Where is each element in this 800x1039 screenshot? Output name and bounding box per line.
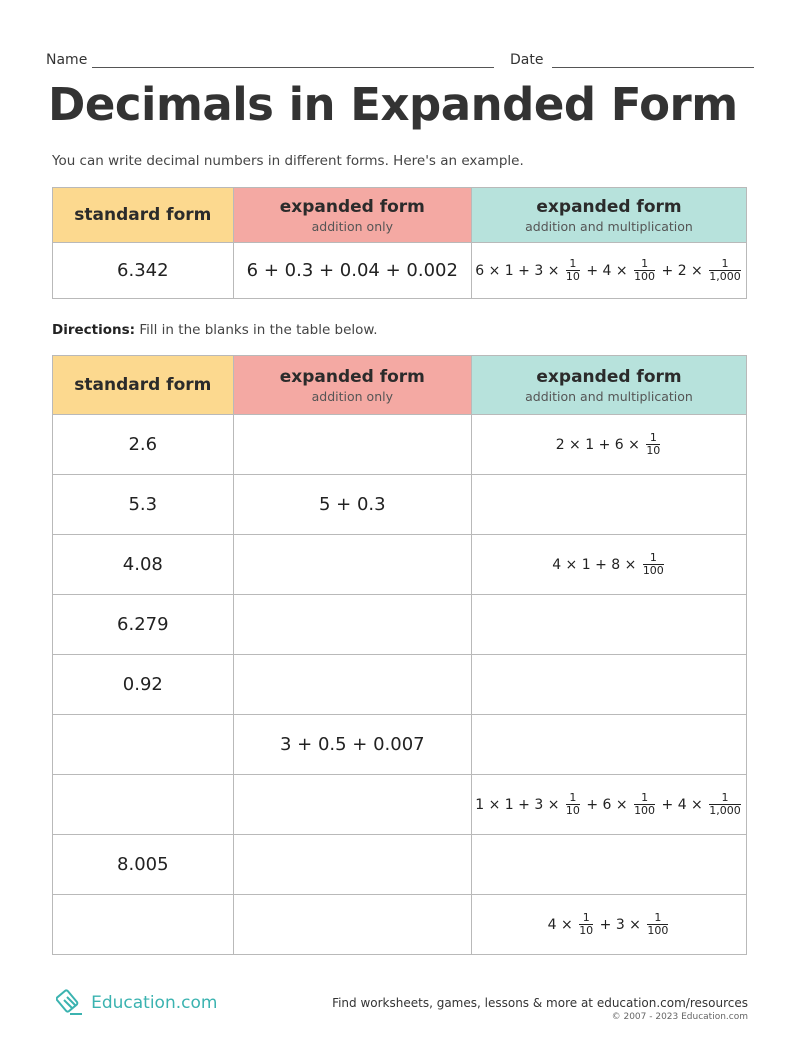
example-standard: 6.342 xyxy=(53,243,234,299)
table-row xyxy=(53,415,747,475)
addition-cell: 3 + 0.5 + 0.007 xyxy=(233,715,471,775)
example-multiplication xyxy=(472,243,747,299)
addition-cell[interactable] xyxy=(233,835,471,895)
multiplication-cell[interactable] xyxy=(472,475,747,535)
fraction: $\frac{1}{100}$ xyxy=(634,791,656,817)
date-field[interactable] xyxy=(552,67,754,68)
education-logo: Education.com xyxy=(56,988,217,1018)
multiplication-cell xyxy=(472,775,747,835)
fraction: $\frac{1}{10}$ xyxy=(646,431,661,457)
table-row xyxy=(53,475,747,535)
multiplication-cell[interactable] xyxy=(472,655,747,715)
multiplication-cell xyxy=(472,895,747,955)
table-row xyxy=(53,655,747,715)
table-row xyxy=(53,595,747,655)
page-title: Decimals in Expanded Form xyxy=(48,78,738,131)
multiplication-cell[interactable] xyxy=(472,715,747,775)
example-addition: 6 + 0.3 + 0.04 + 0.002 xyxy=(233,243,471,299)
addition-cell: 5 + 0.3 xyxy=(233,475,471,535)
col-expanded-multiplication: expanded form addition and multiplication xyxy=(472,188,747,243)
table-row xyxy=(53,715,747,775)
expr-text: 1 × 1 + 3 × xyxy=(475,796,564,813)
addition-cell[interactable] xyxy=(233,415,471,475)
practice-table xyxy=(52,355,747,955)
multiplication-cell[interactable] xyxy=(472,595,747,655)
intro-text: You can write decimal numbers in different forms. Here's an example. xyxy=(52,153,524,169)
fraction: $\frac{1}{10}$ xyxy=(565,257,580,283)
date-label: Date xyxy=(510,52,544,68)
expr-text: + 4 × xyxy=(581,262,633,279)
multiplication-cell xyxy=(472,535,747,595)
fraction: $\frac{1}{100}$ xyxy=(642,551,664,577)
copyright: © 2007 - 2023 Education.com xyxy=(611,1012,748,1022)
addition-cell[interactable] xyxy=(233,655,471,715)
col-standard-form: standard form xyxy=(53,356,234,415)
expr-text: + 2 × xyxy=(657,262,708,279)
logo-icon xyxy=(56,988,86,1018)
col-standard-form: standard form xyxy=(53,188,234,243)
addition-cell[interactable] xyxy=(233,535,471,595)
expr-text: 4 × 1 + 8 × xyxy=(552,556,641,573)
name-field[interactable] xyxy=(92,67,494,68)
fraction: $\frac{1}{1,000}$ xyxy=(709,257,741,283)
fraction: $\frac{1}{10}$ xyxy=(565,791,580,817)
standard-cell[interactable] xyxy=(53,895,234,955)
footer-text xyxy=(332,996,748,1022)
standard-cell: 8.005 xyxy=(53,835,234,895)
expr-text: + 4 × xyxy=(657,796,708,813)
multiplication-cell xyxy=(472,415,747,475)
col-expanded-multiplication: expanded form addition and multiplication xyxy=(472,356,747,415)
col-expanded-addition: expanded form addition only xyxy=(233,356,471,415)
expr-text: 2 × 1 + 6 × xyxy=(555,436,645,453)
standard-cell[interactable] xyxy=(53,715,234,775)
addition-cell[interactable] xyxy=(233,775,471,835)
expr-text: + 6 × xyxy=(581,796,633,813)
standard-cell: 4.08 xyxy=(53,535,234,595)
addition-cell[interactable] xyxy=(233,595,471,655)
fraction: $\frac{1}{10}$ xyxy=(579,911,594,937)
expr-text: 6 × 1 + 3 × xyxy=(475,262,564,279)
standard-cell: 0.92 xyxy=(53,655,234,715)
fraction: $\frac{1}{100}$ xyxy=(634,257,656,283)
multiplication-cell[interactable] xyxy=(472,835,747,895)
table-row xyxy=(53,835,747,895)
standard-cell[interactable] xyxy=(53,775,234,835)
directions: Directions: Fill in the blanks in the table below. xyxy=(52,322,378,338)
table-row xyxy=(53,535,747,595)
addition-cell[interactable] xyxy=(233,895,471,955)
fraction: $\frac{1}{100}$ xyxy=(647,911,669,937)
standard-cell: 5.3 xyxy=(53,475,234,535)
name-label: Name xyxy=(46,52,88,68)
fraction: $\frac{1}{1,000}$ xyxy=(709,791,741,817)
resources-link[interactable]: Find worksheets, games, lessons & more at education.com/resources xyxy=(332,996,748,1010)
expr-text: + 3 × xyxy=(595,916,646,933)
standard-cell: 2.6 xyxy=(53,415,234,475)
table-row xyxy=(53,895,747,955)
col-expanded-addition: expanded form addition only xyxy=(233,188,471,243)
expr-text: 4 × xyxy=(547,916,578,933)
example-table xyxy=(52,187,747,299)
table-row xyxy=(53,775,747,835)
standard-cell: 6.279 xyxy=(53,595,234,655)
